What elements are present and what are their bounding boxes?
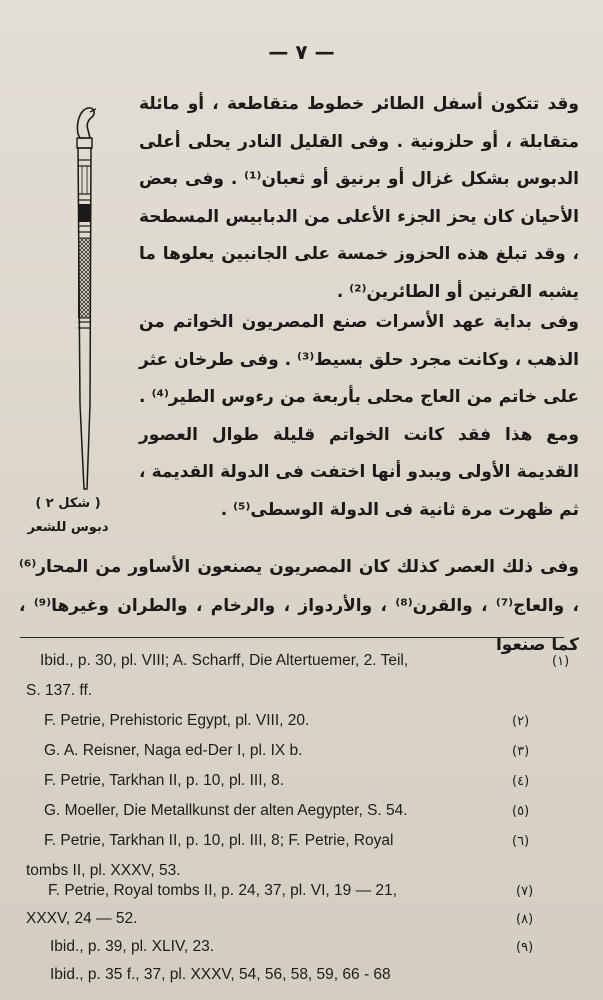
footnote-8-number: (٨) [516, 912, 534, 927]
paragraph-1-text: وقد تتكون أسفل الطائر خطوط متقاطعة ، أو مائلة متقابلة ، أو حلزونية . وفى القليل النادر يحلى أعلى الدبوس بشكل غزال أو برنيق أو ثعبان⁽¹⁾ . وفى بعض الأحيان كان يحز الجزء الأعلى من الدبابيس المسطحة ، وقد تبلغ هذه الحزوز خمسة على الجانبين يعلوها ما يشبه القرنين أو الطائرين⁽²⁾ . [139, 94, 579, 302]
footnote-3-number: (٣) [512, 744, 530, 759]
footnote-2-line-1: F. Petrie, Prehistoric Egypt, pl. VIII, 20. [44, 712, 310, 729]
footnote-divider [20, 637, 564, 638]
footnote-4-number: (٤) [512, 774, 530, 789]
footnote-9-number: (٩) [516, 940, 534, 955]
hairpin-figure [50, 104, 120, 504]
footnote-5-number: (٥) [512, 804, 530, 819]
footnote-4-line-1: F. Petrie, Tarkhan II, p. 10, pl. III, 8. [44, 772, 285, 789]
footnote-5-line-1: G. Moeller, Die Metallkunst der alten Aegypter, S. 54. [44, 802, 408, 819]
footnote-6-line-2: tombs II, pl. XXXV, 53. [26, 862, 181, 879]
paragraph-2-text: وفى بداية عهد الأسرات صنع المصريون الخواتم من الذهب ، وكانت مجرد حلق بسيط⁽³⁾ . وفى طرخان عثر على خاتم من العاج محلى بأربعة من رءوس الطير⁽⁴⁾ . ومع هذا فقد كانت الخواتم قليلة طوال العصور القديمة الأولى ويبدو أنها اختفت فى الدولة القديمة ، ثم ظهرت مرة ثانية فى الدولة الوسطى⁽⁵⁾ . [139, 312, 579, 520]
footnote-6-number: (٦) [512, 834, 530, 849]
footnote-1-line-1: Ibid., p. 30, pl. VIII; A. Scharff, Die Altertuemer, 2. Teil, [40, 652, 409, 669]
footnote-1-number: (١) [552, 654, 570, 669]
footnote-7-line-2: XXXV, 24 — 52. [26, 910, 138, 927]
paragraph-3-text: وفى ذلك العصر كذلك كان المصريون يصنعون الأساور من المحار⁽⁶⁾ ، والعاج⁽⁷⁾ ، والقرن⁽⁸⁾ ، والأردواز ، والرخام ، والطران وغيرها⁽⁹⁾ ، كما صنعوا [19, 557, 579, 655]
paragraph-3 [19, 548, 579, 665]
footnote-2-number: (٢) [512, 714, 530, 729]
footnote-7-number: (٧) [516, 884, 534, 899]
paragraph-1 [139, 86, 579, 311]
paragraph-2 [139, 304, 579, 529]
footnote-9-line-1: Ibid., p. 35 f., 37, pl. XXXV, 54, 56, 58, 59, 66 - 68 [50, 966, 391, 983]
footnote-1-line-2: S. 137. ff. [26, 682, 93, 699]
footnote-7-line-1: F. Petrie, Royal tombs II, p. 24, 37, pl. VI, 19 — 21, [48, 882, 397, 899]
figure-caption [12, 492, 124, 540]
footnote-3-line-1: G. A. Reisner, Naga ed-Der I, pl. IX b. [44, 742, 303, 759]
figure-label: ( شكل ٢ ) [35, 496, 101, 511]
footnote-8-line-1: Ibid., p. 39, pl. XLIV, 23. [50, 938, 215, 955]
figure-description: دبوس للشعر [27, 520, 109, 535]
footnote-6-line-1: F. Petrie, Tarkhan II, p. 10, pl. III, 8; F. Petrie, Royal [44, 832, 394, 849]
page-number: — ٧ — [268, 40, 335, 64]
